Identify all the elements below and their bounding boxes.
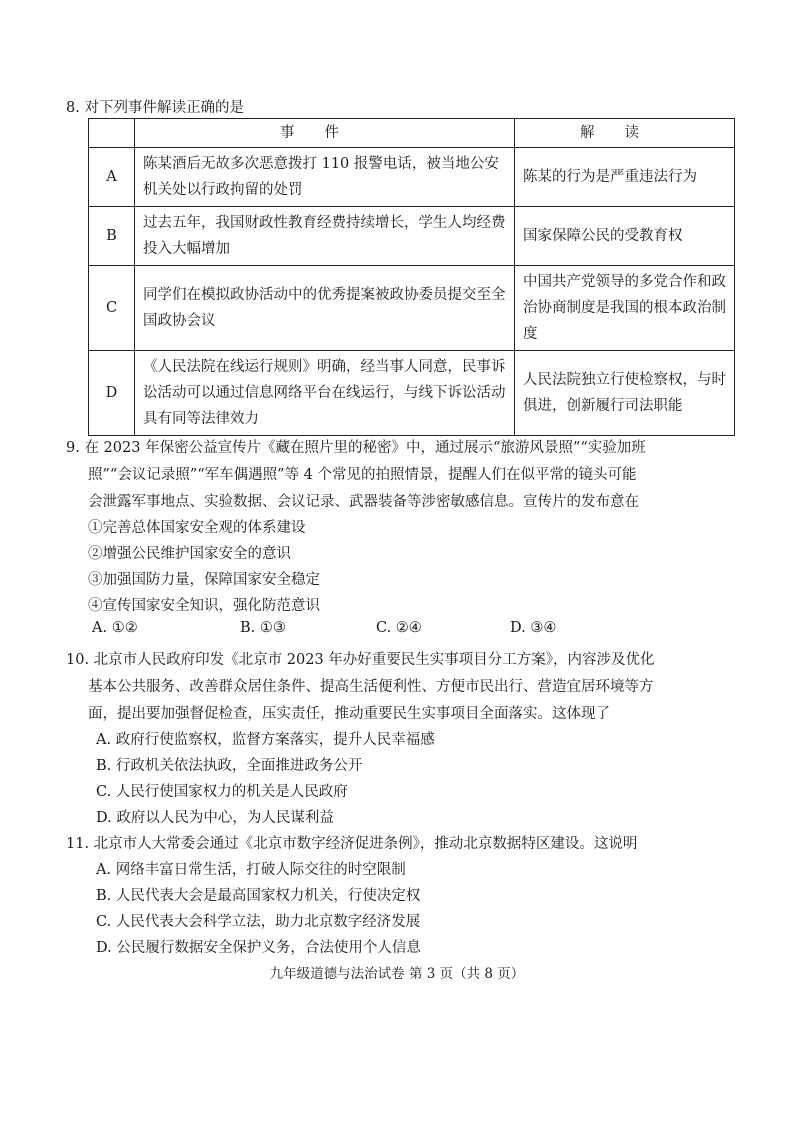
statement-2: ②增强公民维护国家安全的意识: [88, 546, 291, 562]
row-reading: 中国共产党领导的多党合作和政治协商制度是我国的根本政治制度: [515, 266, 735, 351]
question-9-stem-line: 9. 在 2023 年保密公益宣传片《藏在照片里的秘密》中，通过展示“旅游风景照”“实验加班: [66, 440, 646, 456]
option-c: C. ②④: [376, 620, 422, 636]
option-b: B. ①③: [240, 620, 286, 636]
option-d: D. 公民履行数据安全保护义务，合法使用个人信息: [96, 940, 421, 956]
option-c: C. 人民行使国家权力的机关是人民政府: [96, 784, 348, 800]
question-11-stem-line: 11. 北京市人大常委会通过《北京市数字经济促进条例》，推动北京数据特区建设。这说明: [66, 836, 638, 852]
row-reading: 人民法院独立行使检察权，与时俱进，创新履行司法职能: [515, 351, 735, 436]
table-row: [89, 207, 735, 266]
events-table: [88, 118, 735, 436]
option-a: A. 政府行使监察权，监督方案落实，提升人民幸福感: [96, 732, 435, 748]
page-footer: 九年级道德与法治试卷 第 3 页（共 8 页）: [269, 966, 525, 982]
option-c: C. 人民代表大会科学立法，助力北京数字经济发展: [96, 914, 421, 930]
table-row: [89, 148, 735, 207]
row-letter: C: [89, 266, 135, 351]
option-d: D. ③④: [510, 620, 557, 636]
statement-1: ①完善总体国家安全观的体系建设: [88, 520, 306, 536]
row-letter: D: [89, 351, 135, 436]
row-reading: 国家保障公民的受教育权: [515, 207, 735, 266]
header-reading: 解读: [515, 119, 735, 148]
row-event: 过去五年，我国财政性教育经费持续增长，学生人均经费投入大幅增加: [135, 207, 515, 266]
option-b: B. 行政机关依法执政，全面推进政务公开: [96, 758, 363, 774]
option-a: A. 网络丰富日常生活，打破人际交往的时空限制: [96, 862, 406, 878]
question-8-title: 8. 对下列事件解读正确的是: [66, 100, 244, 116]
option-d: D. 政府以人民为中心，为人民谋利益: [96, 810, 334, 826]
question-9-stem-line: 会泄露军事地点、实验数据、会议记录、武器装备等涉密敏感信息。宣传片的发布意在: [88, 494, 639, 510]
statement-4: ④宣传国家安全知识，强化防范意识: [88, 598, 320, 614]
table-row: [89, 266, 735, 351]
row-letter: B: [89, 207, 135, 266]
row-event: 同学们在模拟政协活动中的优秀提案被政协委员提交至全国政协会议: [135, 266, 515, 351]
row-letter: A: [89, 148, 135, 207]
row-event: 《人民法院在线运行规则》明确，经当事人同意，民事诉讼活动可以通过信息网络平台在线运行，与线下诉讼活动具有同等法律效力: [135, 351, 515, 436]
header-event: 事件: [135, 119, 515, 148]
option-b: B. 人民代表大会是最高国家权力机关，行使决定权: [96, 888, 421, 904]
question-10-stem-line: 面，提出要加强督促检查，压实责任，推动重要民生实事项目全面落实。这体现了: [88, 706, 610, 722]
option-a: A. ①②: [92, 620, 138, 636]
table-row: [89, 351, 735, 436]
row-reading: 陈某的行为是严重违法行为: [515, 148, 735, 207]
statement-3: ③加强国防力量，保障国家安全稳定: [88, 572, 320, 588]
question-10-stem-line: 10. 北京市人民政府印发《北京市 2023 年办好重要民生实事项目分工方案》，内容涉及优化: [66, 652, 655, 668]
table-header-row: [89, 119, 735, 148]
row-event: 陈某酒后无故多次恶意拨打 110 报警电话，被当地公安机关处以行政拘留的处罚: [135, 148, 515, 207]
question-10-stem-line: 基本公共服务、改善群众居住条件、提高生活便利性、方便市民出行、营造宜居环境等方: [88, 679, 654, 695]
header-spacer: [89, 119, 135, 148]
question-9-stem-line: 照”“会议记录照”“军车偶遇照”等 4 个常见的拍照情景，提醒人们在似平常的镜头可能: [88, 467, 637, 483]
